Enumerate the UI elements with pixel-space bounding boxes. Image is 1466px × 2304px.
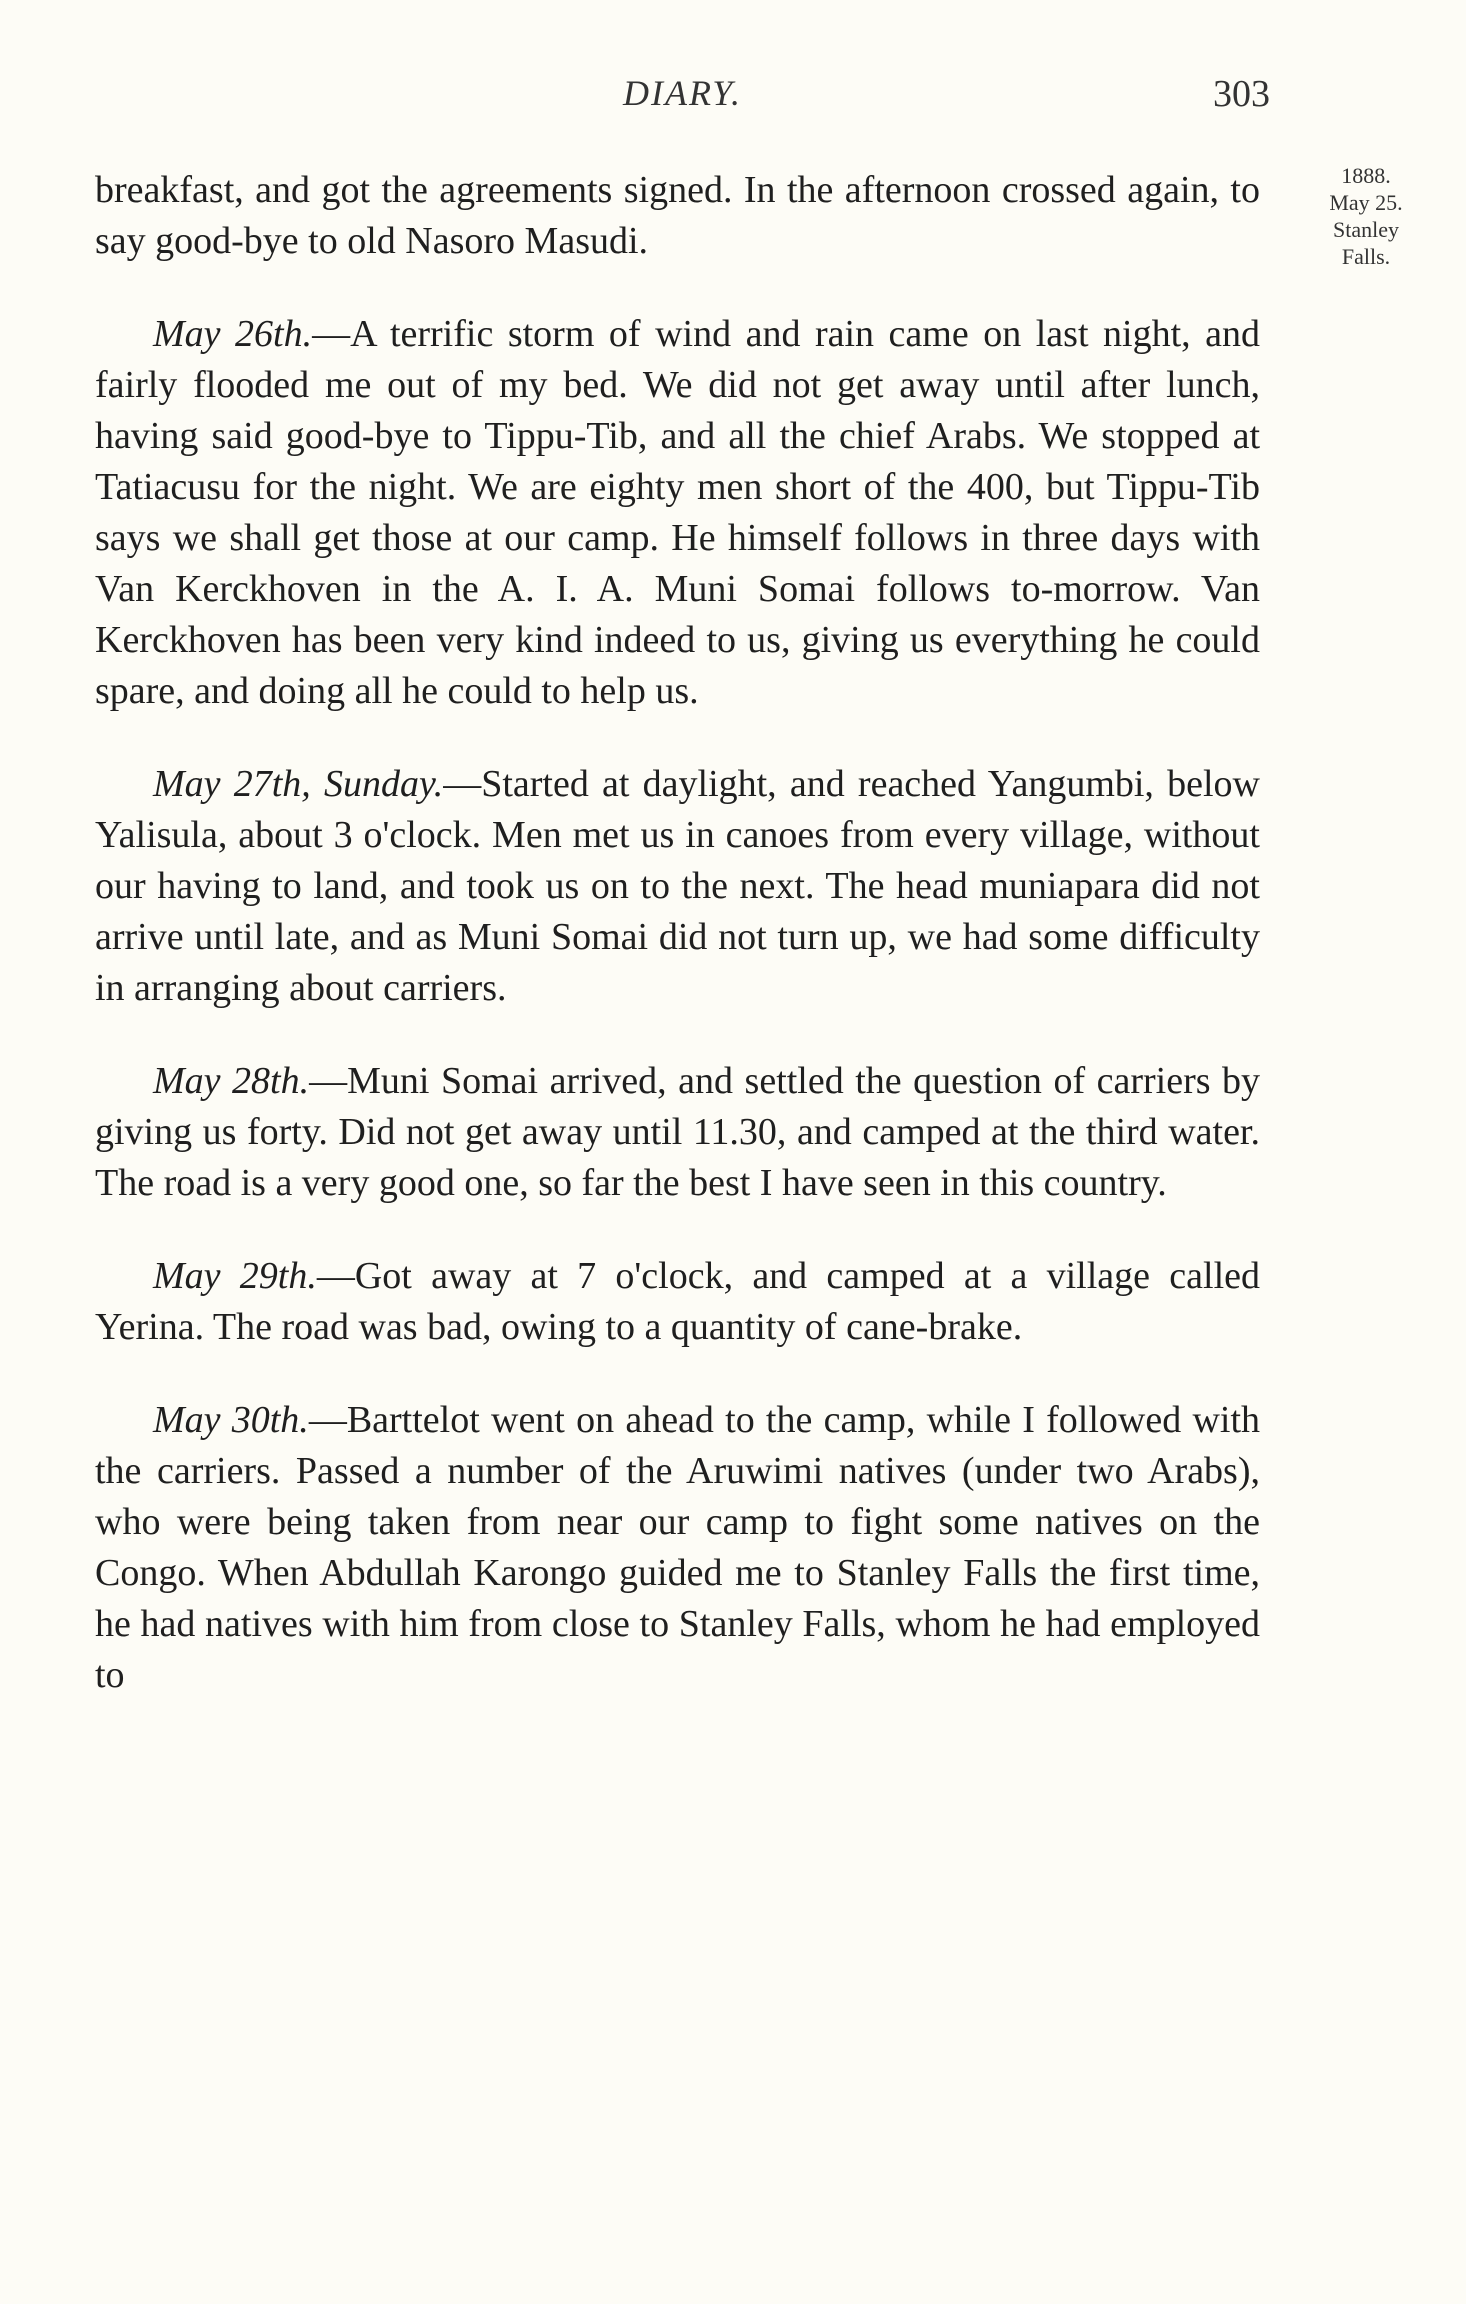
- entry-text: —Started at daylight, and reached Yangumbi, below Yalisula, about 3 o'clock. Men met us in canoes from every village, without our having to land, and took us on to the next. The head muniapara did not arrive until late, and as Muni Somai did not turn up, we had some difficulty in arranging about carriers.: [95, 763, 1260, 1009]
- diary-entry-may-30: [95, 1395, 1260, 1701]
- margin-note: [1296, 162, 1436, 270]
- margin-place-line-1: Stanley: [1333, 217, 1399, 242]
- entry-date: May 28th.: [153, 1060, 310, 1102]
- page-number: 303: [1213, 73, 1270, 115]
- entry-text: —Barttelot went on ahead to the camp, while I followed with the carriers. Passed a number of the Aruwimi natives (under two Arabs), who were being taken from near our camp to fight some natives on the Congo. When Abdullah Karongo guided me to Stanley Falls the first time, he had natives with him from close to Stanley Falls, whom he had employed to: [95, 1399, 1260, 1696]
- entry-text: —A terrific storm of wind and rain came on last night, and fairly flooded me out of my bed. We did not get away until after lunch, having said good-bye to Tippu-Tib, and all the chief Arabs. We stopped at Tatiacusu for the night. We are eighty men short of the 400, but Tippu-Tib says we shall get those at our camp. He himself follows in three days with Van Kerckhoven in the A. I. A. Muni Somai follows to-morrow. Van Kerckhoven has been very kind indeed to us, giving us everything he could spare, and doing all he could to help us.: [95, 313, 1260, 712]
- entry-text: —Muni Somai arrived, and settled the question of carriers by giving us forty. Did not get away until 11.30, and camped at the third water. The road is a very good one, so far the best I have seen in this country.: [95, 1060, 1261, 1204]
- diary-entry-may-28: [95, 1056, 1260, 1209]
- entry-date: May 27th, Sunday.: [153, 763, 444, 805]
- paragraph-text: breakfast, and got the agreements signed. In the afternoon crossed again, to say good-bye to old Nasoro Masudi.: [95, 169, 1260, 262]
- diary-entry-may-29: [95, 1251, 1260, 1353]
- margin-year: 1888.: [1341, 163, 1391, 188]
- diary-entry-may-26: [95, 309, 1260, 717]
- entry-date: May 26th.: [153, 313, 313, 355]
- page-body: [95, 165, 1260, 1743]
- entry-date: May 29th.: [153, 1255, 317, 1297]
- running-header: [95, 72, 1270, 120]
- entry-date: May 30th.: [153, 1399, 309, 1441]
- diary-entry-may-27: [95, 759, 1260, 1014]
- margin-date: May 25.: [1329, 190, 1403, 215]
- entry-text: —Got away at 7 o'clock, and camped at a village called Yerina. The road was bad, owing to a quantity of cane-brake.: [95, 1255, 1260, 1348]
- paragraph-continued: [95, 165, 1260, 267]
- running-title: DIARY.: [622, 73, 743, 113]
- margin-place-line-2: Falls.: [1341, 244, 1391, 269]
